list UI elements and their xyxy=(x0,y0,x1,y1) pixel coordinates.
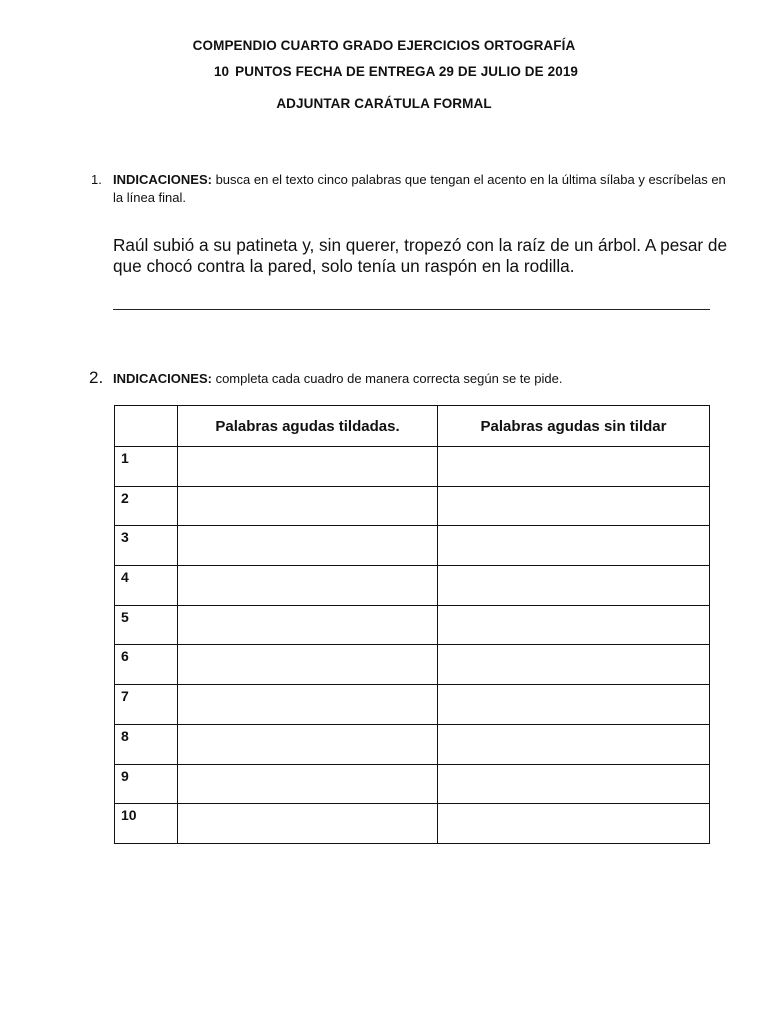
accented-word-cell[interactable] xyxy=(178,605,438,645)
question-1-text: busca en el texto cinco palabras que tengan el acento en la última sílaba y escríbelas en la línea final. xyxy=(113,172,726,205)
unaccented-word-cell[interactable] xyxy=(438,447,710,487)
table-row xyxy=(115,685,710,725)
accented-word-cell[interactable] xyxy=(178,447,438,487)
accented-word-cell[interactable] xyxy=(178,526,438,566)
accented-word-cell[interactable] xyxy=(178,685,438,725)
header-cell-index xyxy=(115,406,178,447)
table-header-row xyxy=(115,406,710,447)
reading-passage: Raúl subió a su patineta y, sin querer, tropezó con la raíz de un árbol. A pesar de que chocó contra la pared, solo tenía un raspón en la rodilla. xyxy=(113,235,728,276)
unaccented-word-cell[interactable] xyxy=(438,724,710,764)
question-2-lead: INDICACIONES: xyxy=(113,371,212,386)
answer-line[interactable] xyxy=(113,309,710,310)
unaccented-word-cell[interactable] xyxy=(438,804,710,844)
table-row xyxy=(115,447,710,487)
row-number: 2 xyxy=(115,486,178,526)
row-number: 10 xyxy=(115,804,178,844)
question-2-text: completa cada cuadro de manera correcta según se te pide. xyxy=(211,371,563,386)
due-date-text: PUNTOS FECHA DE ENTREGA 29 DE JULIO DE 2019 xyxy=(235,64,579,79)
points-and-due-date xyxy=(0,64,768,79)
row-number: 7 xyxy=(115,685,178,725)
unaccented-word-cell[interactable] xyxy=(438,526,710,566)
header-cell-unaccented: Palabras agudas sin tildar xyxy=(438,406,710,447)
row-number: 1 xyxy=(115,447,178,487)
accented-word-cell[interactable] xyxy=(178,566,438,606)
accented-word-cell[interactable] xyxy=(178,645,438,685)
table-row xyxy=(115,645,710,685)
table-row xyxy=(115,804,710,844)
unaccented-word-cell[interactable] xyxy=(438,645,710,685)
table-row xyxy=(115,764,710,804)
question-2-number: 2. xyxy=(89,368,104,387)
unaccented-word-cell[interactable] xyxy=(438,566,710,606)
accented-word-cell[interactable] xyxy=(178,486,438,526)
row-number: 9 xyxy=(115,764,178,804)
row-number: 4 xyxy=(115,566,178,606)
cover-instruction: ADJUNTAR CARÁTULA FORMAL xyxy=(276,96,492,111)
unaccented-word-cell[interactable] xyxy=(438,685,710,725)
document-title: COMPENDIO CUARTO GRADO EJERCICIOS ORTOGRAFÍA xyxy=(192,38,576,53)
question-1-lead: INDICACIONES: xyxy=(113,172,212,187)
question-1 xyxy=(91,171,731,207)
unaccented-word-cell[interactable] xyxy=(438,486,710,526)
table-row xyxy=(115,526,710,566)
table-row xyxy=(115,486,710,526)
table-row xyxy=(115,605,710,645)
unaccented-word-cell[interactable] xyxy=(438,764,710,804)
row-number: 3 xyxy=(115,526,178,566)
row-number: 8 xyxy=(115,724,178,764)
answer-table xyxy=(114,405,710,844)
row-number: 6 xyxy=(115,645,178,685)
points-value: 10 xyxy=(213,64,230,79)
accented-word-cell[interactable] xyxy=(178,804,438,844)
question-2 xyxy=(89,368,729,389)
question-1-instructions xyxy=(113,171,731,207)
header-cell-accented: Palabras agudas tildadas. xyxy=(178,406,438,447)
accented-word-cell[interactable] xyxy=(178,724,438,764)
table-row xyxy=(115,566,710,606)
question-1-number: 1. xyxy=(91,172,102,187)
accented-word-cell[interactable] xyxy=(178,764,438,804)
unaccented-word-cell[interactable] xyxy=(438,605,710,645)
table-row xyxy=(115,724,710,764)
row-number: 5 xyxy=(115,605,178,645)
